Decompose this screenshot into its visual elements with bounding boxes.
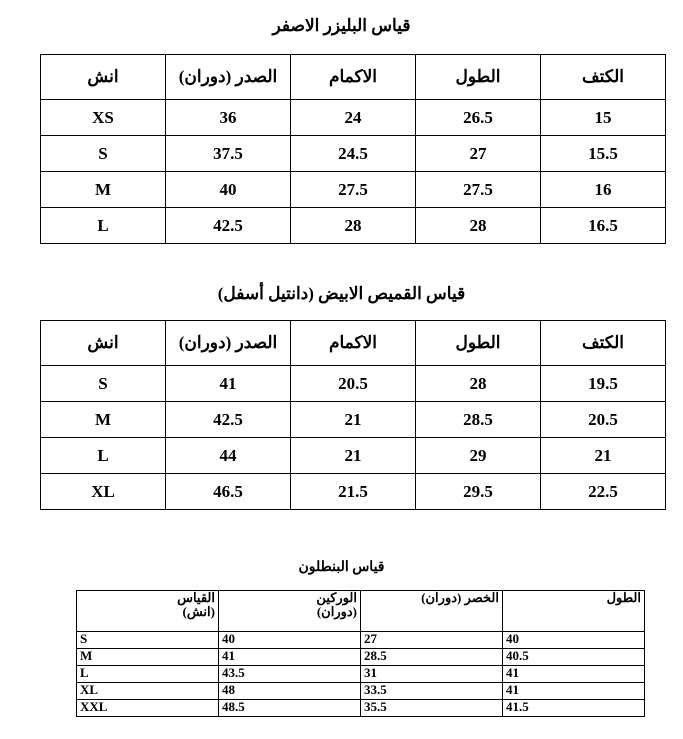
table-cell: 26.5 [416, 100, 541, 136]
table-cell: 33.5 [361, 683, 503, 700]
table-cell: S [41, 136, 166, 172]
table-cell: 21 [541, 438, 666, 474]
table-cell: 41 [219, 649, 361, 666]
table-cell: L [41, 208, 166, 244]
table-cell: 27.5 [291, 172, 416, 208]
table-cell: 44 [166, 438, 291, 474]
column-header: انش [41, 321, 166, 366]
table-row [77, 649, 645, 666]
blazer-title: قياس البليزر الاصفر [272, 16, 411, 35]
table-cell: 24 [291, 100, 416, 136]
table-cell: 28 [291, 208, 416, 244]
column-header-line: القياس [177, 590, 215, 605]
table-cell: 41 [503, 666, 645, 683]
column-header: الصدر (دوران) [166, 55, 291, 100]
table-row [77, 683, 645, 700]
table-cell: 41 [503, 683, 645, 700]
column-header [219, 591, 361, 632]
table-cell: 29 [416, 438, 541, 474]
table-cell: 37.5 [166, 136, 291, 172]
table-cell: 28 [416, 208, 541, 244]
table-cell: 21 [291, 438, 416, 474]
table-cell: 46.5 [166, 474, 291, 510]
table-cell: M [41, 172, 166, 208]
column-header: انش [41, 55, 166, 100]
table-cell: 27 [416, 136, 541, 172]
table-row [77, 666, 645, 683]
table-cell: XS [41, 100, 166, 136]
header-row [41, 55, 666, 100]
table-row [41, 438, 666, 474]
table-cell: L [77, 666, 219, 683]
table-cell: S [41, 366, 166, 402]
table-cell: M [41, 402, 166, 438]
table-row [41, 208, 666, 244]
table-cell: 42.5 [166, 208, 291, 244]
column-header-line: (انش) [182, 604, 215, 619]
table-cell: 16.5 [541, 208, 666, 244]
blazer-size-table [40, 54, 666, 244]
table-cell: 28.5 [361, 649, 503, 666]
table-cell: XL [77, 683, 219, 700]
table-cell: 42.5 [166, 402, 291, 438]
table-cell: 21.5 [291, 474, 416, 510]
table-cell: 19.5 [541, 366, 666, 402]
table-cell: 28.5 [416, 402, 541, 438]
column-header [361, 591, 503, 632]
shirt-title: قياس القميص الابيض (دانتيل أسفل) [217, 284, 466, 303]
table-cell: 48.5 [219, 700, 361, 717]
table-cell: 40.5 [503, 649, 645, 666]
table-cell: S [77, 632, 219, 649]
table-cell: 40 [503, 632, 645, 649]
table-cell: 35.5 [361, 700, 503, 717]
table-row [41, 172, 666, 208]
pants-title: قياس البنطلون [298, 560, 385, 575]
table-cell: 31 [361, 666, 503, 683]
table-row [41, 366, 666, 402]
table-cell: 29.5 [416, 474, 541, 510]
table-cell: 40 [219, 632, 361, 649]
column-header-line: الوركين [316, 590, 357, 605]
table-cell: 20.5 [291, 366, 416, 402]
shirt-size-table [40, 320, 666, 510]
table-cell: 27 [361, 632, 503, 649]
column-header: الطول [416, 321, 541, 366]
column-header [503, 591, 645, 632]
table-row [77, 700, 645, 717]
table-row [41, 136, 666, 172]
table-cell: 27.5 [416, 172, 541, 208]
table-cell: 15 [541, 100, 666, 136]
column-header: الطول [416, 55, 541, 100]
table-row [41, 100, 666, 136]
column-header: الكتف [541, 55, 666, 100]
table-cell: M [77, 649, 219, 666]
table-cell: XXL [77, 700, 219, 717]
table-cell: 16 [541, 172, 666, 208]
table-cell: 24.5 [291, 136, 416, 172]
table-row [41, 402, 666, 438]
column-header-line: الخصر (دوران) [421, 590, 499, 605]
column-header: الاكمام [291, 55, 416, 100]
table-cell: 40 [166, 172, 291, 208]
column-header: الكتف [541, 321, 666, 366]
table-cell: L [41, 438, 166, 474]
table-cell: 36 [166, 100, 291, 136]
column-header: الاكمام [291, 321, 416, 366]
column-header [77, 591, 219, 632]
table-cell: 21 [291, 402, 416, 438]
table-cell: XL [41, 474, 166, 510]
table-cell: 41 [166, 366, 291, 402]
column-header-line: (دوران) [316, 604, 357, 619]
table-cell: 22.5 [541, 474, 666, 510]
pants-size-table [76, 590, 645, 717]
column-header: الصدر (دوران) [166, 321, 291, 366]
table-cell: 15.5 [541, 136, 666, 172]
table-row [41, 474, 666, 510]
table-cell: 28 [416, 366, 541, 402]
header-row [77, 591, 645, 632]
column-header-line: الطول [606, 590, 641, 605]
table-cell: 20.5 [541, 402, 666, 438]
table-cell: 41.5 [503, 700, 645, 717]
header-row [41, 321, 666, 366]
table-row [77, 632, 645, 649]
table-cell: 48 [219, 683, 361, 700]
table-cell: 43.5 [219, 666, 361, 683]
